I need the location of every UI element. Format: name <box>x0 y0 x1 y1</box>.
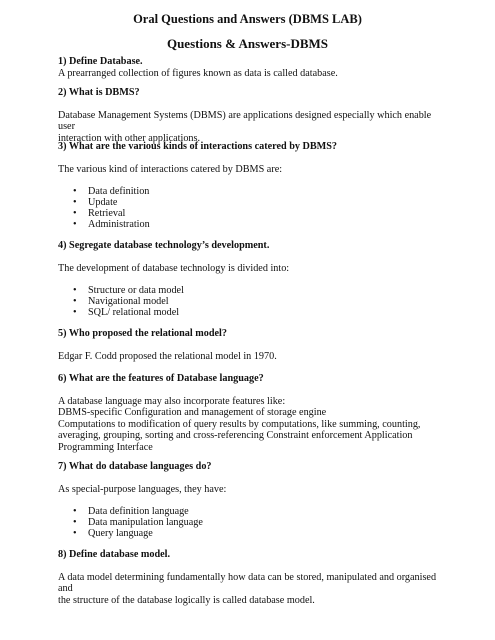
answer-text: The development of database technology is divided into: <box>58 262 290 274</box>
qa-section-2 <box>58 87 444 144</box>
answer-text: A data model determining fundamentally how data can be stored, manipulated and organised and <box>58 571 437 594</box>
answer-text: As special-purpose languages, they have: <box>58 483 227 495</box>
question-heading: 6) What are the features of Database language? <box>58 373 264 384</box>
answer-text: interaction with other applications. <box>58 132 201 144</box>
answer-text: DBMS-specific Configuration and management of storage engine <box>58 407 327 418</box>
list-item: • Data definition <box>58 186 444 197</box>
question-heading: 7) What do database languages do? <box>58 461 212 472</box>
list-item: • Query language <box>58 528 444 539</box>
question-heading: 4) Segregate database technology’s development. <box>58 240 270 251</box>
answer-text: A database language may also incorporate features like: <box>58 395 286 407</box>
question-heading: 8) Define database model. <box>58 549 171 560</box>
list-item: • Update <box>58 197 444 208</box>
list-item: • Retrieval <box>58 208 444 219</box>
qa-section-8 <box>58 549 444 606</box>
bullet-list <box>58 285 444 318</box>
question-heading: 3) What are the various kinds of interactions catered by DBMS? <box>58 141 338 152</box>
qa-section-7 <box>58 461 444 539</box>
qa-section-1 <box>58 56 444 79</box>
document-subtitle: Questions & Answers-DBMS <box>166 36 329 51</box>
answer-text: Edgar F. Codd proposed the relational model in 1970. <box>58 350 277 362</box>
qa-section-5 <box>58 328 444 362</box>
list-item: • Navigational model <box>58 296 444 307</box>
answer-text: averaging, grouping, sorting and cross-referencing Constraint enforcement Application <box>58 430 413 441</box>
qa-section-6 <box>58 373 444 453</box>
document-title: Oral Questions and Answers (DBMS LAB) <box>133 12 362 26</box>
qa-section-4 <box>58 240 444 318</box>
list-item: • SQL/ relational model <box>58 307 444 318</box>
question-heading: 1) Define Database. <box>58 56 143 67</box>
answer-text: A prearranged collection of figures known as data is called database. <box>58 67 338 79</box>
bullet-list <box>58 506 444 539</box>
answer-text: Computations to modification of query results by computations, like summing, counting, <box>58 418 421 430</box>
bullet-list <box>58 186 444 230</box>
qa-section-3 <box>58 141 444 230</box>
question-heading: 5) Who proposed the relational model? <box>58 328 227 339</box>
answer-text: Database Management Systems (DBMS) are applications designed especially which enable user <box>58 109 432 132</box>
list-item: • Data manipulation language <box>58 517 444 528</box>
list-item: • Administration <box>58 219 444 230</box>
question-heading: 2) What is DBMS? <box>58 87 140 98</box>
list-item: • Data definition language <box>58 506 444 517</box>
list-item: • Structure or data model <box>58 285 444 296</box>
answer-text: Programming Interface <box>58 441 153 453</box>
answer-text: The various kind of interactions catered by DBMS are: <box>58 163 283 175</box>
answer-text: the structure of the database logically is called database model. <box>58 594 315 606</box>
